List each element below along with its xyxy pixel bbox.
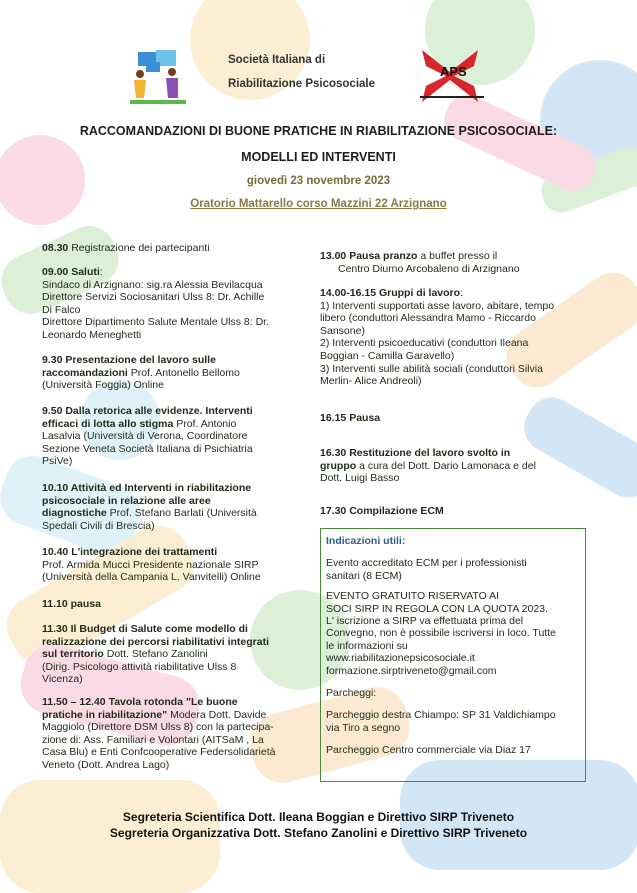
aps-logo-text: APS xyxy=(440,64,467,79)
info-text: Convegno, non è possibile iscriversi in loco. Tutte xyxy=(326,627,556,640)
info-text: sanitari (8 ECM) xyxy=(326,569,402,582)
page-title-line1: RACCOMANDAZIONI DI BUONE PRATICHE IN RIABILITAZIONE PSICOSOCIALE: xyxy=(79,124,558,138)
schedule-item: 13.00 Pausa pranzo a buffet presso il Centro Diurno Arcobaleno di Arzignano xyxy=(320,250,520,275)
info-text: le informazioni su xyxy=(326,639,408,652)
info-text: L' iscrizione a SIRP va effettuata prima del xyxy=(326,615,524,628)
event-date: giovedì 23 novembre 2023 xyxy=(246,175,391,187)
schedule-item: 11.10 pausa xyxy=(42,598,101,610)
org-name-line2: Riabilitazione Psicosociale xyxy=(228,78,375,90)
schedule-item: 10.10 Attività ed Interventi in riabilitazione psicosociale in relazione alle aree diagnostiche Prof. Stefano Barlati (Università Spedali Civili di Brescia) xyxy=(42,482,257,532)
info-text: SOCI SIRP IN REGOLA CON LA QUOTA 2023. xyxy=(326,602,548,615)
org-name xyxy=(228,48,375,96)
program-left-column xyxy=(42,242,304,771)
footer-line1: Segreteria Scientifica Dott. Ileana Boggian e Direttivo SIRP Triveneto xyxy=(122,810,515,824)
info-text: via Tiro a segno xyxy=(326,721,401,734)
footer-line2: Segreteria Organizzativa Dott. Stefano Zanolini e Direttivo SIRP Triveneto xyxy=(109,826,528,840)
schedule-item: 9.50 Dalla retorica alle evidenze. Interventi efficaci di lotta allo stigma Prof. Antonio Lasalvia (Università di Verona, Coordinatore Sezione Veneta Società Italiana di Psichiatria PsiVe) xyxy=(42,405,253,468)
info-text: Evento accreditato ECM per i professionisti xyxy=(326,557,527,570)
schedule-item: 10.40 L'integrazione dei trattamenti Prof. Armida Mucci Presidente nazionale SIRP (Università della Campania L. Vanvitelli) Online xyxy=(42,546,261,584)
website-link[interactable]: www.riabilitazionepsicosociale.it xyxy=(326,652,475,665)
email-link[interactable]: formazione.sirptriveneto@gmail.com xyxy=(326,664,497,677)
schedule-item: 11.50 – 12.40 Tavola rotonda "Le buone pratiche in riabilitazione" Modera Dott. Davide Maggiolo (Direttore DSM Ulss 8) con la partecipa- zione di: Ass. Familiari e Volontari (AITSaM , La Casa Blu) e Enti Confcooperative Federsolidarietà Veneto (Dott. Andrea Lago) xyxy=(42,696,276,771)
schedule-item: 17.30 Compilazione ECM xyxy=(320,505,444,517)
parking-heading: Parcheggi: xyxy=(326,687,377,700)
schedule-item: 11.30 Il Budget di Salute come modello di realizzazione dei percorsi riabilitativi integrati sul territorio Dott. Stefano Zanolini (Dirig. Psicologo attività riabilitative Ulss 8 Vicenza) xyxy=(42,623,269,686)
useful-info-box xyxy=(320,528,586,782)
schedule-item: 9.30 Presentazione del lavoro sulle raccomandazioni Prof. Antonello Bellomo (Università Foggia) Online xyxy=(42,354,240,392)
info-heading: Indicazioni utili: xyxy=(326,535,406,547)
schedule-item: 14.00-16.15 Gruppi di lavoro: 1) Interventi supportati asse lavoro, abitare, tempo libero (conduttori Alessandra Mamo - Riccardo Sansone) 2) Interventi psicoeducativi (conduttori Ileana Boggian - Camilla Garavello) 3) Interventi sulle abilità sociali (conduttori Silvia Merlin- Alice Andreoli) xyxy=(320,287,555,388)
people-puzzle-logo-icon xyxy=(126,48,190,106)
event-venue: Oratorio Mattarello corso Mazzini 22 Arzignano xyxy=(190,198,447,210)
info-text: EVENTO GRATUITO RISERVATO AI xyxy=(326,590,500,603)
schedule-item: 09.00 Saluti: Sindaco di Arzignano: sig.ra Alessia Bevilacqua Direttore Servizi Sociosanitari Ulss 8: Dr. Achille Di Falco Direttore Dipartimento Salute Mentale Ulss 8: Dr. Leonardo Meneghetti xyxy=(42,266,270,341)
schedule-item: 08.30 Registrazione dei partecipanti xyxy=(42,242,210,254)
org-name-line1: Società Italiana di xyxy=(228,54,326,66)
program-right-column xyxy=(320,250,590,520)
info-text: Parcheggio Centro commerciale via Diaz 17 xyxy=(326,744,531,757)
info-text: Parcheggio destra Chiampo: SP 31 Valdichiampo xyxy=(326,709,556,722)
schedule-item: 16.30 Restituzione del lavoro svolto in gruppo a cura del Dott. Dario Lamonaca e del Dott. Luigi Basso xyxy=(320,447,536,485)
page-title-line2: MODELLI ED INTERVENTI xyxy=(241,150,396,164)
aps-logo xyxy=(418,46,488,108)
schedule-item: 16.15 Pausa xyxy=(320,412,381,424)
